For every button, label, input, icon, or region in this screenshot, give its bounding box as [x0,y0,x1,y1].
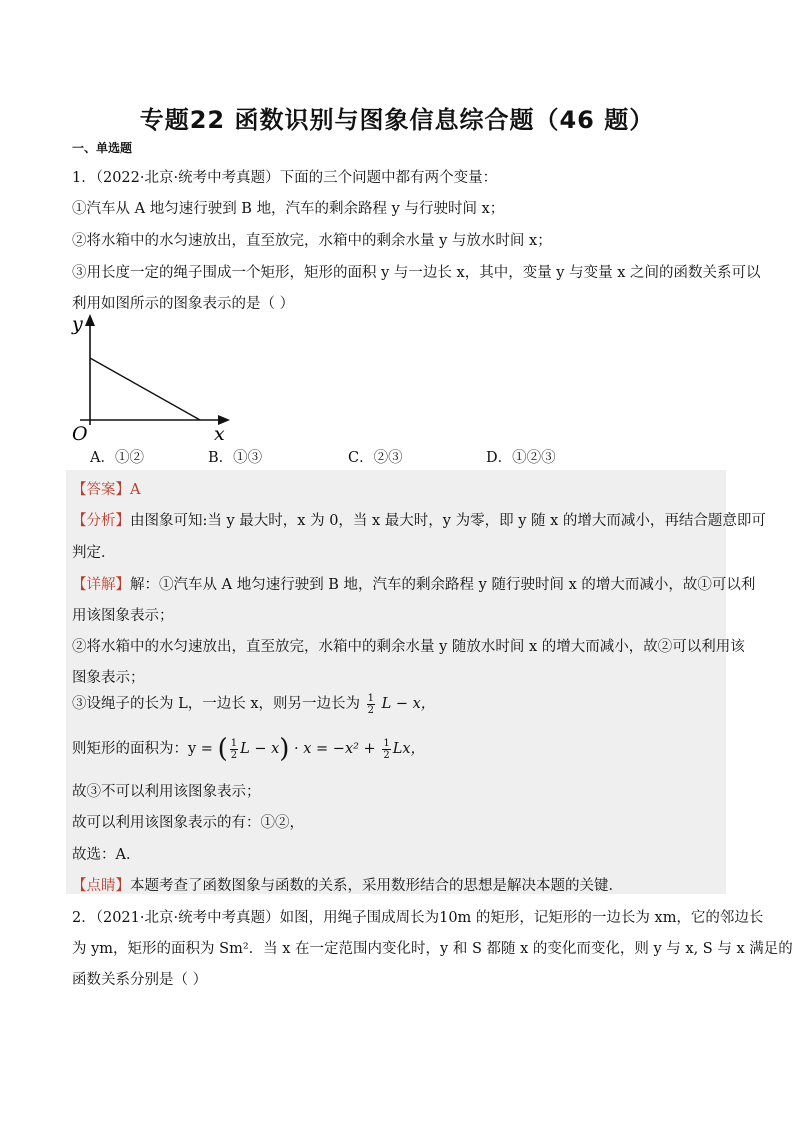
detail-text-7: 故③不可以利用该图象表示； [72,784,261,800]
analysis-text-2: 判定． [72,545,116,561]
section-heading: 一、单选题 [72,141,133,155]
detail-expr-6a: L − x [240,741,280,757]
q1-item-3a: ③用长度一定的绳子围成一个矩形，矩形的面积 y 与一边长 x，其中，变量 y 与变量 x 之间的函数关系可以 [72,265,761,281]
detail-text-9: 故选：A． [72,847,141,863]
detail-text-3: ②将水箱中的水匀速放出，直至放完，水箱中的剩余水量 y 随放水时间 x 的增大而减小，故②可以利用该 [72,639,745,655]
analysis-text-1: 由图象可知:当 y 最大时，x 为 0，当 x 最大时，y 为零，即 y 随 x 的增大而减小，再结合题意即可 [130,513,766,529]
choice-b: B．①③ [208,450,263,466]
q1-item-2: ②将水箱中的水匀速放出，直至放完，水箱中的剩余水量 y 与放水时间 x； [72,233,552,249]
detail-text-4: 图象表示； [72,670,145,686]
fraction-half: $\frac{1}{2}$ [367,692,375,716]
detail-line-5 [72,692,435,716]
choice-a: A．①② [90,450,144,466]
fraction-half-3: $\frac{1}{2}$ [383,737,390,761]
q1-item-1: ①汽车从 A 地匀速行驶到 B 地，汽车的剩余路程 y 与行驶时间 x； [72,201,505,217]
q1-function-graph [66,310,246,445]
detail-expr-6b: · x = −x² + [294,741,376,757]
page-title: 专题22 函数识别与图象信息综合题（46 题） [139,106,655,134]
y-axis-label: y [72,313,83,335]
answer-tag: 【答案】 [72,482,130,498]
comment-tag: 【点睛】 [72,878,130,894]
choice-d: D．①②③ [486,450,556,466]
detail-text-2: 用该图象表示； [72,608,174,624]
detail-text-5: ③设绳子的长为 L，一边长 x，则另一边长为 [72,696,361,712]
comment-text: 本题考查了函数图象与函数的关系，采用数形结合的思想是解决本题的关键． [130,878,623,894]
detail-text-6: 则矩形的面积为：y = [72,741,213,757]
detail-expr-5: L − x， [381,696,436,712]
answer-value: A [130,482,141,498]
decreasing-line [90,358,200,420]
detail-text-1: 解：①汽车从 A 地匀速行驶到 B 地，汽车的剩余路程 y 随行驶时间 x 的增大而减小，故①可以利 [130,577,756,593]
q2-line-3: 函数关系分别是（ ） [72,972,208,988]
analysis-line-1 [72,509,766,530]
q1-item-3b: 利用如图所示的图象表示的是（ ） [72,296,295,312]
detail-line-1 [72,573,755,594]
q1-stem: 1．（2022·北京·统考中考真题）下面的三个问题中都有两个变量： [72,170,498,186]
origin-label: O [72,423,88,445]
detail-tag: 【详解】 [72,577,130,593]
answer-line [72,478,140,499]
x-axis-label: x [214,423,225,445]
detail-line-6: 则矩形的面积为：y = ( $\frac{1}{2}$ L − x) · x = −x² + $\frac{1}{2}$ Lx， [72,734,426,764]
q2-line-1: 2．（2021·北京·统考中考真题）如图，用绳子围成周长为10m 的矩形，记矩形的一边长为 xm，它的邻边长 [72,910,764,926]
fraction-half-2: $\frac{1}{2}$ [230,737,238,761]
comment-line [72,874,623,895]
analysis-tag: 【分析】 [72,513,130,529]
q2-line-2: 为 ym，矩形的面积为 Sm²．当 x 在一定范围内变化时，y 和 S 都随 x 的变化而变化，则 y 与 x, S 与 x 满足的 [72,941,793,957]
detail-text-8: 故可以利用该图象表示的有：①②， [72,815,304,831]
detail-expr-6c: Lx， [392,741,426,757]
y-axis-arrow [85,314,95,326]
choice-c: C．②③ [348,450,403,466]
